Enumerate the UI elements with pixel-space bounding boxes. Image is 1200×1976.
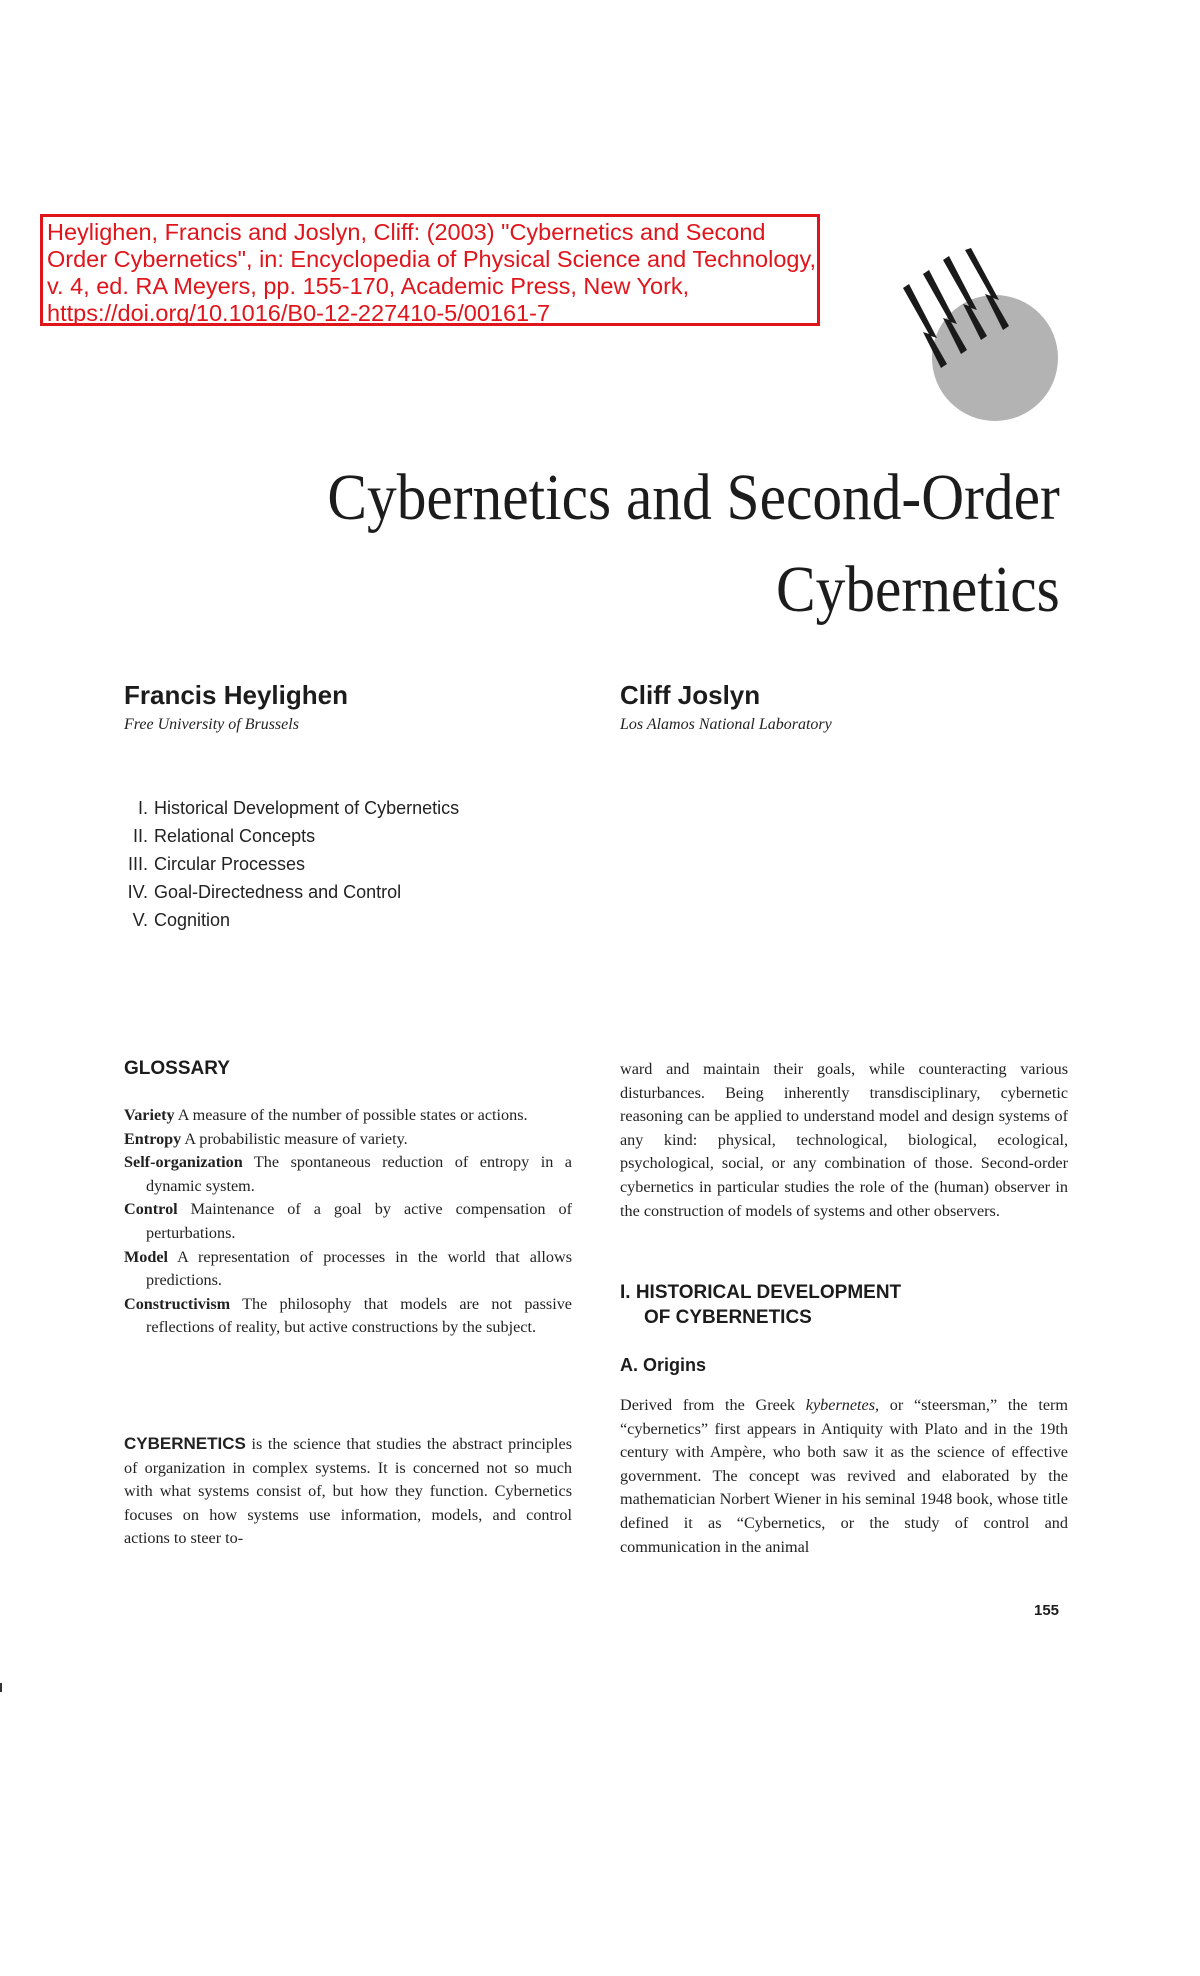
glossary-definition: A measure of the number of possible states or actions. [174, 1106, 528, 1124]
glossary-item [124, 1246, 572, 1293]
origins-paragraph [620, 1394, 1068, 1559]
section-heading-line: OF CYBERNETICS [644, 1307, 812, 1328]
glossary-item [124, 1293, 572, 1340]
glossary-definition: The spontaneous reduction of entropy in a dynamic system. [146, 1153, 572, 1195]
citation-doi-link[interactable]: https://doi.org/10.1016/B0-12-227410-5/00161-7 [47, 300, 551, 326]
glossary-item [124, 1151, 572, 1198]
glossary-term: Entropy [124, 1129, 182, 1148]
glossary-definition: A probabilistic measure of variety. [181, 1129, 408, 1148]
page-number: 155 [1034, 1602, 1060, 1619]
glossary-definition: A representation of processes in the world that allows predictions. [146, 1247, 572, 1290]
intro-text: is the science that studies the abstract principles of organization in complex systems. It is concerned not so much with what systems consist of, but how they function. Cybernetics focuses on how systems use information, models, and control actions to steer to- [124, 1435, 572, 1548]
toc-label: Historical Development of Cybernetics [154, 798, 460, 818]
margin-mark [0, 1683, 2, 1692]
author-name: Francis Heylighen [124, 680, 348, 710]
citation-box [40, 214, 820, 326]
glossary-item [124, 1198, 572, 1245]
glossary-heading: GLOSSARY [124, 1058, 230, 1079]
glossary-term: Control [124, 1200, 178, 1219]
glossary-list [124, 1104, 572, 1340]
author-affiliation: Los Alamos National Laboratory [620, 716, 832, 733]
title-line: Cybernetics [776, 553, 1060, 626]
glossary-item [124, 1128, 572, 1152]
article-title [328, 452, 1060, 636]
citation-line: v. 4, ed. RA Meyers, pp. 155-170, Academic Press, New York, [47, 273, 690, 299]
glossary-term: Variety [124, 1106, 175, 1124]
citation-line: Heylighen, Francis and Joslyn, Cliff: (2003) "Cybernetics and Second [47, 219, 766, 245]
section-heading [620, 1280, 901, 1330]
toc-number: I. [137, 798, 148, 818]
toc-label: Goal-Directedness and Control [154, 882, 402, 902]
glossary-definition: The philosophy that models are not passive reflections of reality, but active constructions by the subject. [146, 1294, 572, 1337]
title-line: Cybernetics and Second-Order [327, 461, 1060, 534]
intro-paragraph-right [620, 1058, 1068, 1223]
toc-item[interactable] [118, 850, 459, 878]
glossary-item [124, 1104, 572, 1128]
toc-label: Cognition [154, 910, 231, 930]
toc-number: V. [132, 910, 148, 930]
toc-label: Circular Processes [154, 854, 306, 874]
subsection-heading: A. Origins [620, 1355, 707, 1375]
author-name: Cliff Joslyn [620, 680, 761, 710]
publisher-logo-icon [895, 248, 1060, 428]
glossary-term: Constructivism [124, 1294, 231, 1313]
glossary-term: Self-organization [124, 1153, 243, 1172]
toc-item[interactable] [118, 906, 459, 934]
section-heading-line: I. HISTORICAL DEVELOPMENT [620, 1282, 902, 1303]
origins-text: Derived from the Greek [620, 1396, 806, 1414]
table-of-contents [118, 794, 459, 934]
glossary-term: Model [124, 1247, 169, 1266]
toc-item[interactable] [118, 794, 459, 822]
origins-italic-term: kybernetes [805, 1396, 876, 1414]
author-affiliation: Free University of Brussels [124, 716, 299, 733]
toc-item[interactable] [118, 822, 459, 850]
intro-continuation: ward and maintain their goals, while counteracting various disturbances. Being inherently transdisciplinary, cybernetic reasoning can be applied to understand model and design systems of any kind: physical, technological, biological, ecological, psychological, social, or any combination of those. Second-order cybernetics in particular studies the role of the (human) observer in the construction of models of systems and other observers. [620, 1060, 1068, 1220]
glossary-definition: Maintenance of a goal by active compensation of perturbations. [146, 1200, 572, 1242]
origins-text: , or “steersman,” the term “cybernetics” first appears in Antiquity with Plato and in the 19th century with Ampère, who both saw it as the science of effective government. The concept was revived and elaborated by the mathematician Norbert Wiener in his seminal 1948 book, whose title defined it as “Cybernetics, or the study of control and communication in the animal [620, 1396, 1068, 1556]
citation-line: Order Cybernetics", in: Encyclopedia of Physical Science and Technology, [47, 246, 817, 272]
toc-number: IV. [127, 882, 148, 902]
toc-label: Relational Concepts [154, 826, 316, 846]
intro-paragraph-left [124, 1432, 572, 1551]
toc-item[interactable] [118, 878, 459, 906]
intro-lead-term: CYBERNETICS [124, 1434, 246, 1453]
toc-number: III. [127, 854, 148, 874]
toc-number: II. [132, 826, 148, 846]
